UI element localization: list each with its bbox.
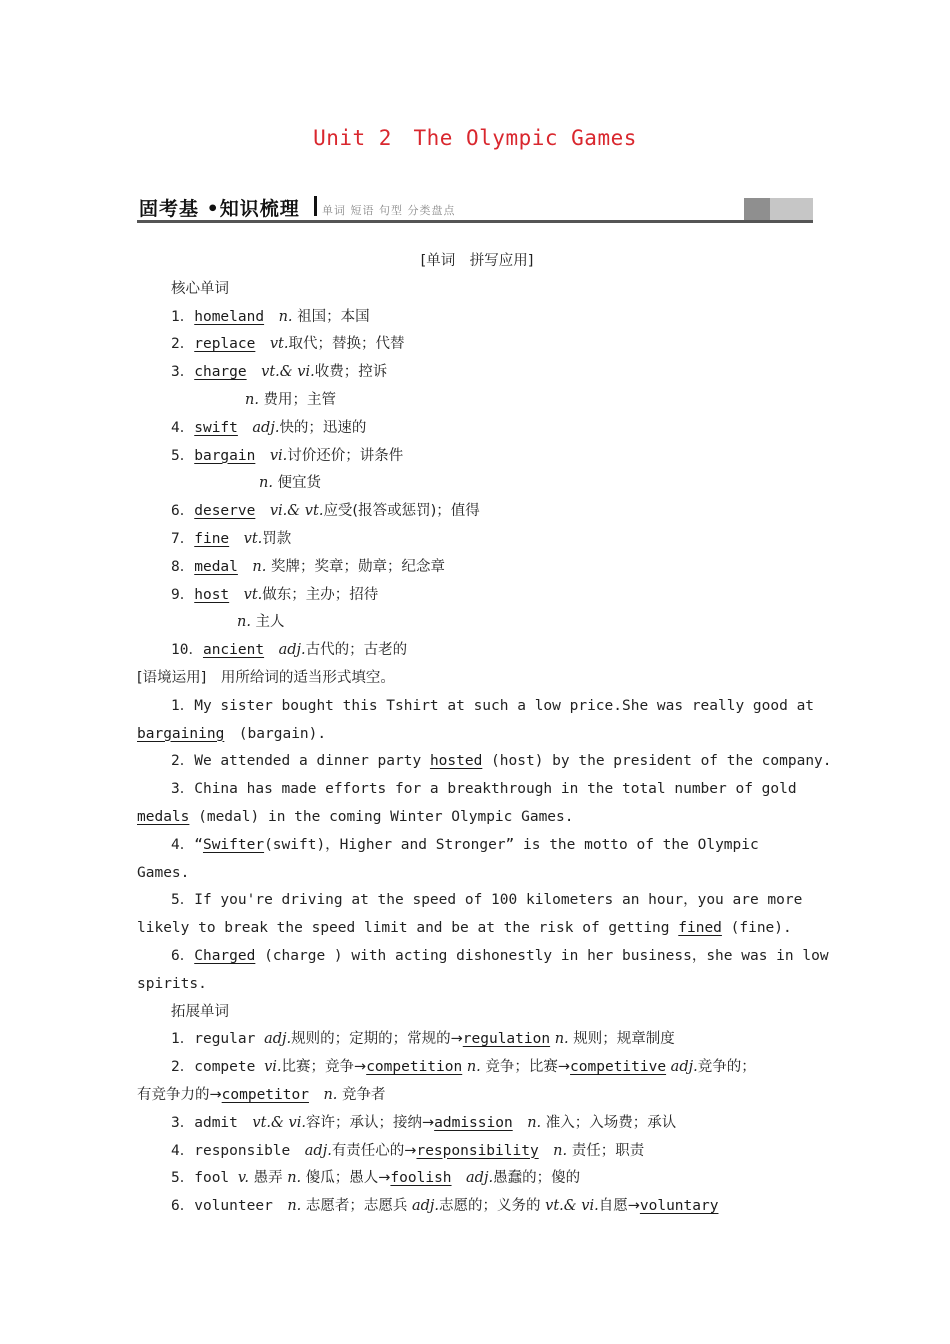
exercise-line: 2．We attended a dinner party hosted (host) by the president of the company.	[171, 753, 832, 770]
exercise-line: likely to break the speed limit and be at the risk of getting fined (fine).	[137, 920, 792, 937]
extended-word-item: 3．admit vt.& vi.容许；承认；接纳→admission n. 准入；入场费；承认	[171, 1114, 677, 1131]
exercise-line: 6．Charged (charge ) with acting dishonestly in her business，she was in low	[171, 947, 829, 964]
page-title: Unit 2 The Olympic Games	[313, 126, 637, 150]
worksheet-content	[137, 248, 832, 1221]
extended-word-item: 6．volunteer n. 志愿者；志愿兵 adj.志愿的；义务的 vt.& vi.自愿→voluntary	[171, 1198, 719, 1215]
core-word-subsense: n. 主人	[237, 614, 285, 631]
exercise-line: 3．China has made efforts for a breakthrough in the total number of gold	[171, 781, 797, 798]
exercise-line: 1．My sister bought this Tshirt at such a low price.She was really good at	[171, 697, 815, 714]
core-word-item: 10．ancient adj.古代的；古老的	[171, 642, 408, 659]
exercise-line: Games.	[137, 864, 190, 881]
exercise-line: 4．“Swifter(swift)，Higher and Stronger” is the motto of the Olympic	[171, 836, 759, 853]
core-word-item: 3．charge vt.& vi.收费；控诉	[171, 364, 388, 381]
exercise-line: 5．If you're driving at the speed of 100 kilometers an hour，you are more	[171, 892, 803, 909]
exercise-line: medals (medal) in the coming Winter Olympic Games.	[137, 808, 574, 825]
core-word-item: 7．fine vt.罚款	[171, 530, 292, 547]
core-words-heading: 核心单词	[171, 280, 229, 297]
banner-divider	[314, 196, 317, 216]
exercise-line: bargaining (bargain).	[137, 725, 327, 742]
exercise-line: spirits.	[137, 975, 207, 992]
core-word-subsense: n. 费用；主管	[245, 391, 337, 408]
extended-word-item: 4．responsible adj.有责任心的→responsibility n. 责任；职责	[171, 1142, 645, 1159]
core-word-item: 4．swift adj.快的；迅速的	[171, 419, 367, 436]
core-word-item: 2．replace vt.取代；替换；代替	[171, 336, 405, 353]
banner-dark-block	[744, 198, 770, 220]
extended-word-item: 2．compete vi.比赛；竞争→competition n. 竞争；比赛→competitive adj.竞争的；	[171, 1059, 756, 1076]
banner-title: 固考基 •知识梳理	[139, 198, 300, 220]
core-word-item: 1．homeland n. 祖国；本国	[171, 308, 370, 325]
extended-word-item: 5．fool v. 愚弄 n. 傻瓜；愚人→foolish adj.愚蠢的；傻的	[171, 1170, 581, 1187]
banner-light-block	[770, 198, 813, 220]
extended-word-item: 有竞争力的→competitor n. 竞争者	[137, 1086, 386, 1103]
core-word-item: 8．medal n. 奖牌；奖章；勋章；纪念章	[171, 558, 445, 575]
extended-words-heading: 拓展单词	[171, 1003, 229, 1020]
core-word-item: 9．host vt.做东；主办；招待	[171, 586, 379, 603]
banner-subtitle: 单词 短语 句型 分类盘点	[322, 204, 456, 217]
core-word-subsense: n. 便宜货	[259, 475, 322, 492]
banner-rule	[137, 220, 813, 223]
section-heading: [单词 拼写应用]	[420, 253, 534, 269]
context-heading: [语境运用] 用所给词的适当形式填空。	[137, 669, 395, 686]
core-word-item: 5．bargain vi.讨价还价；讲条件	[171, 447, 404, 464]
core-word-item: 6．deserve vi.& vt.应受(报答或惩罚)；值得	[171, 503, 480, 520]
section-banner	[137, 192, 813, 224]
extended-word-item: 1．regular adj.规则的；定期的；常规的→regulation n. 规则；规章制度	[171, 1031, 675, 1048]
